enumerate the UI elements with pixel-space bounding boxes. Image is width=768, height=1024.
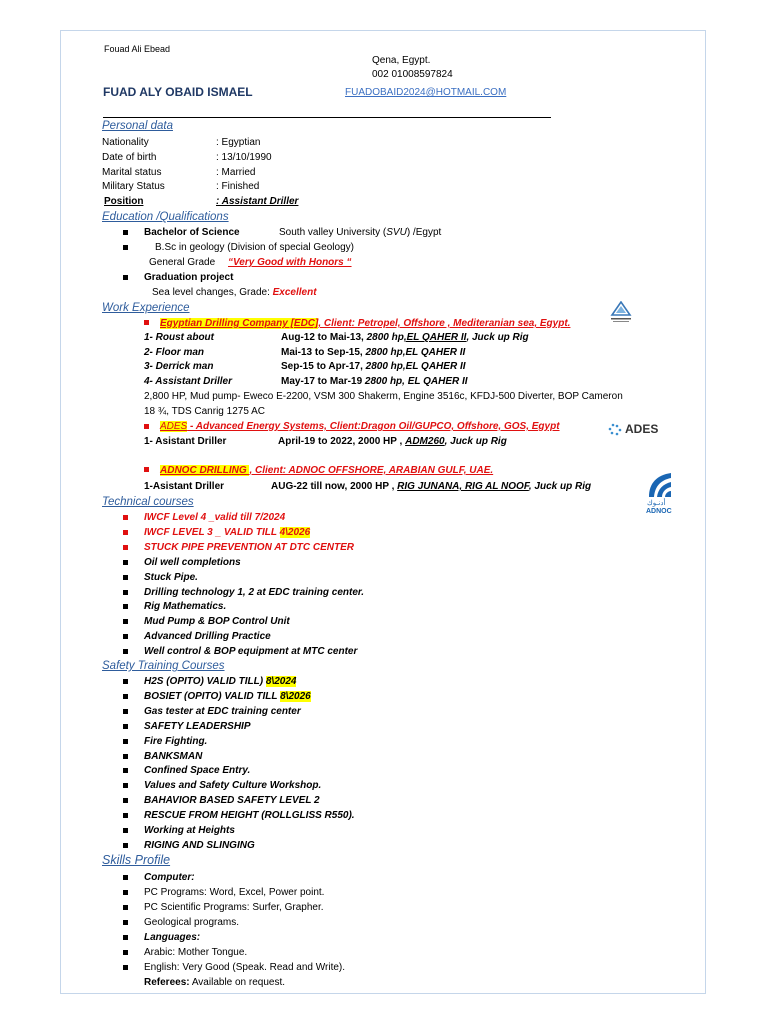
- bullet: [123, 545, 128, 550]
- list-item: Confined Space Entry.: [144, 765, 251, 777]
- edc-specs-line-2: 18 ¾, TDS Canrig 1275 AC: [144, 406, 265, 417]
- section-safety-courses: Safety Training Courses: [102, 660, 225, 672]
- adnoc-details: AUG-22 till now, 2000 HP , RIG JUNANA, RIG AL NOOF, Juck up Rig: [271, 481, 592, 492]
- value-nationality: : Egyptian: [216, 137, 261, 148]
- grade-value: “Very Good with Honors “: [228, 257, 352, 268]
- section-technical-courses: Technical courses: [102, 496, 194, 508]
- email-link[interactable]: FUADOBAID2024@HOTMAIL.COM: [345, 87, 507, 98]
- bullet: [123, 619, 128, 624]
- list-item: Values and Safety Culture Workshop.: [144, 780, 322, 792]
- list-item: PC Scientific Programs: Surfer, Grapher.: [144, 902, 324, 913]
- bullet: [123, 890, 128, 895]
- project-label: Graduation project: [144, 272, 234, 283]
- bullet: [123, 905, 128, 910]
- bullet: [123, 709, 128, 714]
- list-item: STUCK PIPE PREVENTION AT DTC CENTER: [144, 541, 355, 553]
- bullet: [123, 245, 128, 250]
- bullet: [123, 783, 128, 788]
- edc-company-line: Egyptian Drilling Company [EDC], Client: Petropel, Offshore , Mediteranian sea, Egypt.: [160, 318, 571, 329]
- edc-specs-line-1: 2,800 HP, Mud pump- Eweco E-2200, VSM 300 Shakerm, Engine 3516c, KFDJ-500 Diverter, BOP Cameron: [144, 391, 623, 402]
- ades-company-line: ADES - Advanced Energy Systems, Client:Dragon Oil/GUPCO, Offshore, GOS, Egypt: [160, 421, 560, 432]
- project-text: Sea level changes, Grade: Excellent: [152, 287, 317, 298]
- bullet: [123, 875, 128, 880]
- bullet: [123, 768, 128, 773]
- list-item: Advanced Drilling Practice: [144, 631, 271, 643]
- bullet: [123, 530, 128, 535]
- bullet: [123, 230, 128, 235]
- list-item: Stuck Pipe.: [144, 571, 198, 583]
- header-phone: 002 01008597824: [372, 69, 453, 80]
- bullet: [123, 950, 128, 955]
- list-item: Arabic: Mother Tongue.: [144, 947, 248, 958]
- bullet: [123, 739, 128, 744]
- bullet: [123, 828, 128, 833]
- header-city: Qena, Egypt.: [372, 55, 431, 66]
- list-item: IWCF Level 4 _valid till 7/2024: [144, 512, 286, 523]
- bullet: [123, 575, 128, 580]
- grade-label: General Grade: [149, 257, 216, 268]
- list-item: SAFETY LEADERSHIP: [144, 720, 251, 732]
- section-work-experience: Work Experience: [102, 302, 190, 314]
- adnoc-logo-arabic: أدنـوك: [647, 500, 666, 507]
- adnoc-role: 1-Asistant Driller: [144, 481, 225, 492]
- section-personal-data: Personal data: [102, 120, 173, 132]
- bullet: [123, 843, 128, 848]
- bullet: [123, 649, 128, 654]
- adnoc-company-line: ADNOC DRILLING , Client: ADNOC OFFSHORE, ARABIAN GULF, UAE.: [160, 465, 494, 476]
- edc-job-role: 2- Floor man: [144, 347, 205, 358]
- bullet: [123, 634, 128, 639]
- bullet: [123, 935, 128, 940]
- adnoc-logo-text: ADNOC: [646, 508, 672, 515]
- bullet: [123, 724, 128, 729]
- edc-job-details: May-17 to Mar-19 2800 hp, EL QAHER II: [281, 376, 468, 387]
- ades-logo: [607, 421, 663, 439]
- header-small-name: Fouad Ali Ebead: [104, 44, 171, 54]
- ades-logo-text: ADES: [625, 422, 659, 436]
- edc-job-details: Sep-15 to Apr-17, 2800 hp,EL QAHER II: [281, 361, 466, 372]
- label-military: Military Status: [102, 181, 165, 192]
- value-marital: : Married: [216, 167, 256, 178]
- bullet: [144, 424, 149, 429]
- list-item: PC Programs: Word, Excel, Power point.: [144, 887, 325, 898]
- list-item: BOSIET (OPITO) VALID TILL 8\2026: [144, 690, 311, 702]
- list-item: Fire Fighting.: [144, 735, 208, 747]
- section-education: Education /Qualifications: [102, 211, 229, 223]
- full-name: FUAD ALY OBAID ISMAEL: [103, 85, 253, 99]
- list-item: IWCF LEVEL 3 _ VALID TILL 4\2026: [144, 526, 311, 538]
- section-skills-profile: Skills Profile: [102, 853, 171, 867]
- bullet: [123, 560, 128, 565]
- edc-job-role: 1- Roust about: [144, 332, 214, 343]
- bullet: [123, 798, 128, 803]
- value-position: : Assistant Driller: [216, 196, 299, 207]
- list-item: RIGING AND SLINGING: [144, 839, 255, 851]
- referees-line: Referees: Available on request.: [144, 977, 286, 988]
- list-item: English: Very Good (Speak. Read and Write).: [144, 962, 346, 973]
- edc-job-role: 4- Assistant Driller: [144, 376, 232, 387]
- label-position: Position: [104, 196, 144, 207]
- bullet: [123, 604, 128, 609]
- label-marital: Marital status: [102, 167, 162, 178]
- label-nationality: Nationality: [102, 137, 149, 148]
- university: South valley University (SVU) /Egypt: [279, 227, 442, 238]
- list-item: Drilling technology 1, 2 at EDC training center.: [144, 586, 365, 598]
- value-military: : Finished: [216, 181, 260, 192]
- bullet: [123, 590, 128, 595]
- list-item: Gas tester at EDC training center: [144, 705, 301, 717]
- list-item: Mud Pump & BOP Control Unit: [144, 616, 290, 628]
- bullet: [144, 320, 149, 325]
- adnoc-logo: [645, 469, 675, 521]
- value-dob: : 13/10/1990: [216, 152, 272, 163]
- bullet: [123, 965, 128, 970]
- list-item: BANKSMAN: [144, 750, 203, 762]
- degree: Bachelor of Science: [144, 227, 240, 238]
- list-item: Rig Mathematics.: [144, 601, 227, 613]
- edc-job-details: Mai-13 to Sep-15, 2800 hp,EL QAHER II: [281, 347, 466, 358]
- ades-details: April-19 to 2022, 2000 HP , ADM260, Juck up Rig: [278, 436, 507, 447]
- bullet: [123, 679, 128, 684]
- header-rule: [103, 117, 551, 118]
- list-item: Computer:: [144, 872, 195, 883]
- list-item: Languages:: [144, 932, 201, 943]
- label-dob: Date of birth: [102, 152, 157, 163]
- edc-logo: [607, 301, 635, 325]
- list-item: Oil well completions: [144, 556, 241, 568]
- list-item: RESCUE FROM HEIGHT (ROLLGLISS R550).: [144, 810, 355, 822]
- list-item: H2S (OPITO) VALID TILL) 8\2024: [144, 676, 297, 687]
- bullet: [123, 920, 128, 925]
- bullet: [123, 515, 128, 520]
- bsc-text: B.Sc in geology (Division of special Geology): [155, 242, 354, 253]
- edc-job-details: Aug-12 to Mai-13, 2800 hp,EL QAHER II, Juck up Rig: [281, 332, 529, 343]
- list-item: Well control & BOP equipment at MTC center: [144, 646, 358, 658]
- bullet: [123, 275, 128, 280]
- edc-job-role: 3- Derrick man: [144, 361, 214, 372]
- list-item: Geological programs.: [144, 917, 240, 928]
- list-item: Working at Heights: [144, 825, 235, 836]
- list-item: BAHAVIOR BASED SAFETY LEVEL 2: [144, 795, 320, 807]
- bullet: [123, 813, 128, 818]
- bullet: [144, 467, 149, 472]
- ades-role: 1- Asistant Driller: [144, 436, 227, 447]
- bullet: [123, 694, 128, 699]
- bullet: [123, 754, 128, 759]
